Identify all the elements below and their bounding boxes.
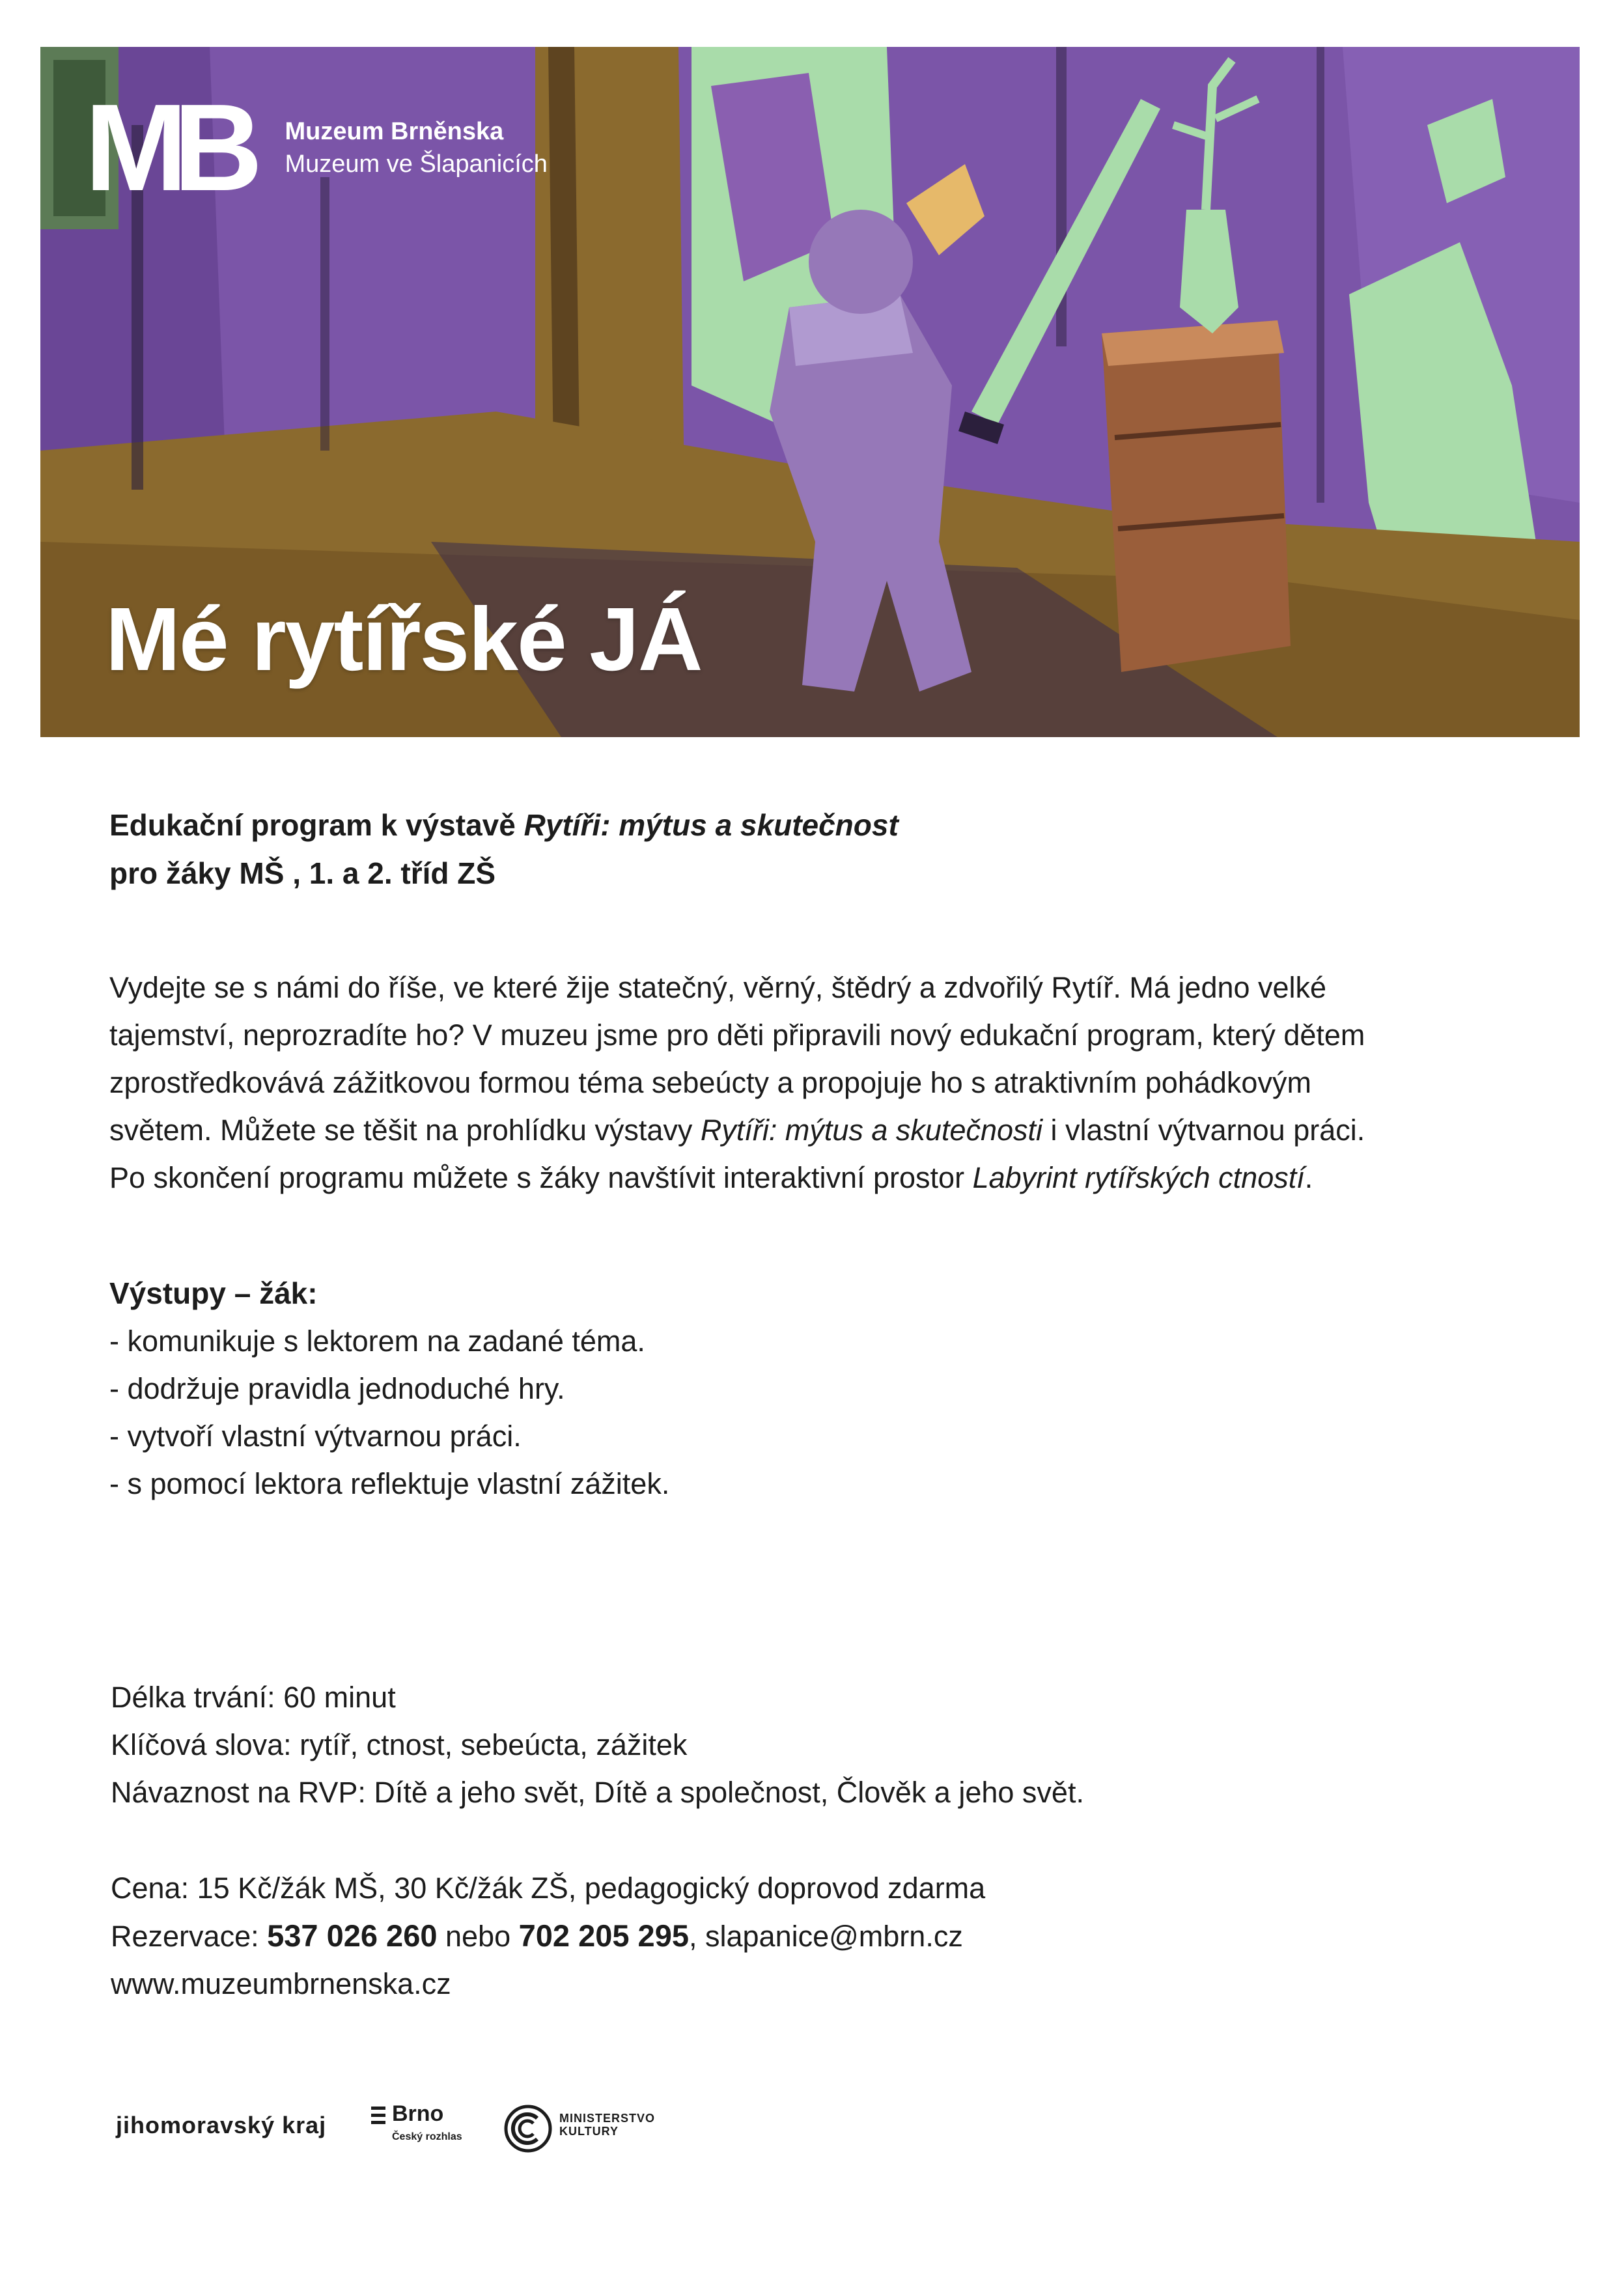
cro-brno-logo	[371, 2100, 482, 2159]
intro-line-4-suffix: i vlastní výtvarnou práci.	[1042, 1113, 1365, 1147]
intro-line-2: tajemství, neprozradíte ho? V muzeu jsme pro děti připravili nový edukační program, který dětem	[109, 1018, 1365, 1052]
rvp-link: Návaznost na RVP: Dítě a jeho svět, Dítě a společnost, Člověk a jeho svět.	[111, 1776, 1084, 1809]
intro-paragraph	[109, 964, 1490, 1201]
intro-line-1: Vydejte se s námi do říše, ve které žije statečný, věrný, štědrý a zdvořilý Rytíř. Má jedno velké	[109, 971, 1327, 1004]
museum-logo[interactable]	[85, 79, 548, 217]
list-item: - vytvoří vlastní výtvarnou práci.	[109, 1420, 522, 1453]
keywords: Klíčová slova: rytíř, ctnost, sebeúcta, zážitek	[111, 1728, 688, 1761]
outcomes-list	[109, 1317, 1490, 1507]
list-item: - s pomocí lektora reflektuje vlastní zážitek.	[109, 1467, 670, 1500]
ministry-name	[559, 2112, 655, 2138]
logo-museum-name: Muzeum Brněnska	[285, 118, 504, 145]
reservation	[111, 1912, 1491, 1960]
email-link[interactable]: , slapanice@mbrn.cz	[688, 1920, 963, 1953]
reservation-label: Rezervace:	[111, 1920, 268, 1953]
intro-line-3: zprostředkovává zážitkovou formou téma sebeúcty a propojuje ho s atraktivním pohádkovým	[109, 1066, 1311, 1099]
page-title: Mé rytířské JÁ	[105, 589, 702, 690]
jmk-logo: jihomoravský kraj	[116, 2112, 327, 2138]
cro-brno-name: Brno	[392, 2101, 444, 2126]
intro-line-5-prefix: Po skončení programu můžete s žáky navštívit interaktivní prostor	[109, 1161, 973, 1194]
ministry-line-1: MINISTERSTVO	[559, 2112, 656, 2125]
cro-sub: Český rozhlas	[392, 2131, 462, 2142]
hero-banner	[40, 47, 1580, 737]
subtitle-line-2: pro žáky MŠ , 1. a 2. tříd ZŠ	[109, 856, 496, 890]
outcomes-heading: Výstupy – žák:	[109, 1276, 318, 1310]
exhibition-name: Rytíři: mýtus a skutečnost	[524, 808, 899, 842]
contact-info	[111, 1864, 1491, 2008]
list-item: - komunikuje s lektorem na zadané téma.	[109, 1324, 645, 1358]
intro-line-5-suffix: .	[1304, 1161, 1313, 1194]
reservation-or: nebo	[437, 1920, 519, 1953]
exhibition-name-italic: Rytíři: mýtus a skutečnosti	[700, 1113, 1043, 1147]
outcomes-section	[109, 1270, 1490, 1507]
program-info	[111, 1673, 1491, 1816]
duration: Délka trvání: 60 minut	[111, 1681, 396, 1714]
ministry-emblem-icon	[503, 2104, 553, 2153]
ministry-logo	[503, 2100, 673, 2159]
price: Cena: 15 Kč/žák MŠ, 30 Kč/žák ZŠ, pedagogický doprovod zdarma	[111, 1871, 986, 1905]
phone-2[interactable]: 702 205 295	[518, 1918, 689, 1953]
logo-mark: MB	[85, 79, 249, 217]
website-link[interactable]: www.muzeumbrnenska.cz	[111, 1967, 451, 2000]
ministry-line-2: KULTURY	[559, 2125, 619, 2138]
subtitle-line-1	[109, 801, 1490, 849]
logo-text	[285, 115, 547, 180]
list-item: - dodržuje pravidla jednoduché hry.	[109, 1372, 565, 1405]
intro-line-4-prefix: světem. Můžete se těšit na prohlídku výstavy	[109, 1113, 701, 1147]
program-subtitle	[109, 801, 1490, 897]
intro-line-4	[109, 1106, 1490, 1154]
subtitle-prefix: Edukační program k výstavě	[109, 808, 524, 842]
phone-1[interactable]: 537 026 260	[267, 1918, 438, 1953]
labyrinth-name: Labyrint rytířských ctností	[972, 1161, 1305, 1194]
intro-line-5	[109, 1154, 1490, 1201]
cro-bars-icon	[371, 2107, 385, 2128]
logo-branch-name: Muzeum ve Šlapanicích	[285, 150, 548, 178]
